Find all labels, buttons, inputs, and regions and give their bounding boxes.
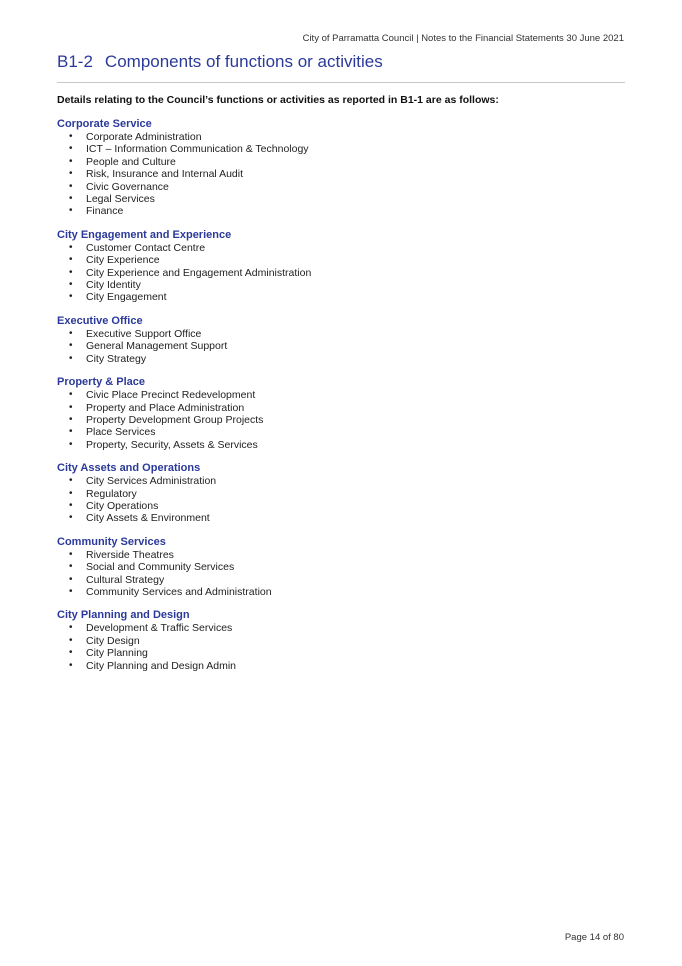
bullet-icon: • <box>69 327 73 339</box>
function-group <box>57 536 625 599</box>
list-item-label: City Assets & Environment <box>86 512 210 525</box>
function-group <box>57 315 625 365</box>
intro-text: Details relating to the Council’s functions or activities as reported in B1-1 are as follows: <box>57 94 499 106</box>
list-item-label: City Experience <box>86 254 160 267</box>
group-activity-list <box>57 549 625 599</box>
bullet-icon: • <box>69 389 73 401</box>
list-item-label: City Experience and Engagement Administration <box>86 266 312 279</box>
list-item <box>57 586 625 598</box>
group-title: Corporate Service <box>57 118 152 130</box>
group-activity-list <box>57 389 625 451</box>
list-item-label: Finance <box>86 205 124 218</box>
bullet-icon: • <box>69 131 73 142</box>
list-item-label: Social and Community Services <box>86 561 235 574</box>
list-item-label: Risk, Insurance and Internal Audit <box>86 168 244 181</box>
function-group <box>57 118 625 218</box>
list-item-label: Civic Place Precinct Redevelopment <box>86 389 256 402</box>
list-item <box>57 500 625 512</box>
group-title: City Assets and Operations <box>57 462 201 475</box>
section-heading <box>57 52 383 72</box>
bullet-icon: • <box>69 241 73 253</box>
list-item-label: City Planning and Design Admin <box>86 659 237 672</box>
group-title: City Planning and Design <box>57 609 190 622</box>
list-item <box>57 660 625 672</box>
list-item <box>57 242 625 254</box>
bullet-icon: • <box>69 512 73 524</box>
list-item <box>57 205 625 217</box>
list-item <box>57 193 625 205</box>
list-item <box>57 168 625 180</box>
list-item-label: Cultural Strategy <box>86 573 165 586</box>
list-item <box>57 340 625 352</box>
page-number: Page 14 of 80 <box>564 932 624 943</box>
bullet-icon: • <box>69 180 73 192</box>
list-item <box>57 426 625 438</box>
bullet-icon: • <box>69 340 73 352</box>
list-item-label: Corporate Administration <box>86 131 202 143</box>
section-title: Components of functions or activities <box>104 52 383 71</box>
list-item-label: Customer Contact Centre <box>86 241 206 254</box>
bullet-icon: • <box>69 585 73 597</box>
bullet-icon: • <box>69 155 73 167</box>
list-item <box>57 647 625 659</box>
list-item <box>57 143 625 155</box>
list-item-label: Property, Security, Assets & Services <box>86 438 258 451</box>
group-activity-list <box>57 622 625 672</box>
list-item <box>57 328 625 340</box>
list-item <box>57 181 625 193</box>
group-activity-list <box>57 131 625 218</box>
bullet-icon: • <box>69 168 73 180</box>
list-item-label: General Management Support <box>86 340 228 353</box>
bullet-icon: • <box>69 659 73 671</box>
function-group <box>57 462 625 525</box>
bullet-icon: • <box>69 352 73 364</box>
list-item-label: City Services Administration <box>86 475 217 488</box>
list-item-label: Regulatory <box>86 487 137 500</box>
group-title: Community Services <box>57 535 166 548</box>
list-item <box>57 475 625 487</box>
list-item-label: City Strategy <box>86 352 147 365</box>
bullet-icon: • <box>69 548 73 560</box>
list-item <box>57 389 625 401</box>
list-item <box>57 439 625 451</box>
list-item <box>57 561 625 573</box>
list-item-label: Executive Support Office <box>86 327 202 340</box>
bullet-icon: • <box>69 143 73 155</box>
function-groups <box>57 118 625 683</box>
list-item <box>57 488 625 500</box>
bullet-icon: • <box>69 561 73 573</box>
list-item-label: Civic Governance <box>86 180 169 193</box>
bullet-icon: • <box>69 573 73 585</box>
list-item <box>57 254 625 266</box>
group-title: City Engagement and Experience <box>57 228 232 241</box>
list-item <box>57 156 625 168</box>
list-item-label: Development & Traffic Services <box>86 622 233 635</box>
bullet-icon: • <box>69 499 73 511</box>
list-item <box>57 291 625 303</box>
list-item-label: City Design <box>86 634 140 647</box>
bullet-icon: • <box>69 266 73 278</box>
group-activity-list <box>57 242 625 304</box>
list-item-label: People and Culture <box>86 155 176 168</box>
function-group <box>57 376 625 451</box>
list-item-label: City Engagement <box>86 291 167 304</box>
group-activity-list <box>57 328 625 365</box>
bullet-icon: • <box>69 205 73 217</box>
group-title: Executive Office <box>57 314 143 327</box>
list-item <box>57 635 625 647</box>
bullet-icon: • <box>69 647 73 659</box>
list-item-label: City Identity <box>86 279 141 292</box>
list-item <box>57 353 625 365</box>
list-item-label: ICT – Information Communication & Technology <box>86 143 309 156</box>
running-header: City of Parramatta Council | Notes to the Financial Statements 30 June 2021 <box>302 33 624 44</box>
list-item-label: City Operations <box>86 499 159 512</box>
list-item-label: Property Development Group Projects <box>86 413 264 426</box>
section-number: B1-2 <box>57 52 93 71</box>
bullet-icon: • <box>69 426 73 438</box>
bullet-icon: • <box>69 634 73 646</box>
bullet-icon: • <box>69 413 73 425</box>
bullet-icon: • <box>69 622 73 634</box>
list-item <box>57 414 625 426</box>
bullet-icon: • <box>69 291 73 303</box>
bullet-icon: • <box>69 401 73 413</box>
list-item <box>57 622 625 634</box>
list-item <box>57 549 625 561</box>
bullet-icon: • <box>69 475 73 487</box>
list-item <box>57 267 625 279</box>
list-item-label: Riverside Theatres <box>86 548 174 561</box>
function-group <box>57 229 625 304</box>
function-group <box>57 609 625 672</box>
bullet-icon: • <box>69 279 73 291</box>
list-item <box>57 512 625 524</box>
group-title: Property & Place <box>57 376 146 389</box>
list-item <box>57 131 625 143</box>
list-item-label: City Planning <box>86 647 148 660</box>
list-item <box>57 574 625 586</box>
list-item-label: Community Services and Administration <box>86 585 272 598</box>
list-item-label: Property and Place Administration <box>86 401 245 414</box>
list-item <box>57 279 625 291</box>
group-activity-list <box>57 475 625 525</box>
bullet-icon: • <box>69 193 73 205</box>
list-item-label: Place Services <box>86 426 156 439</box>
bullet-icon: • <box>69 438 73 450</box>
bullet-icon: • <box>69 254 73 266</box>
list-item-label: Legal Services <box>86 193 155 206</box>
list-item <box>57 402 625 414</box>
heading-divider <box>57 82 625 83</box>
bullet-icon: • <box>69 487 73 499</box>
